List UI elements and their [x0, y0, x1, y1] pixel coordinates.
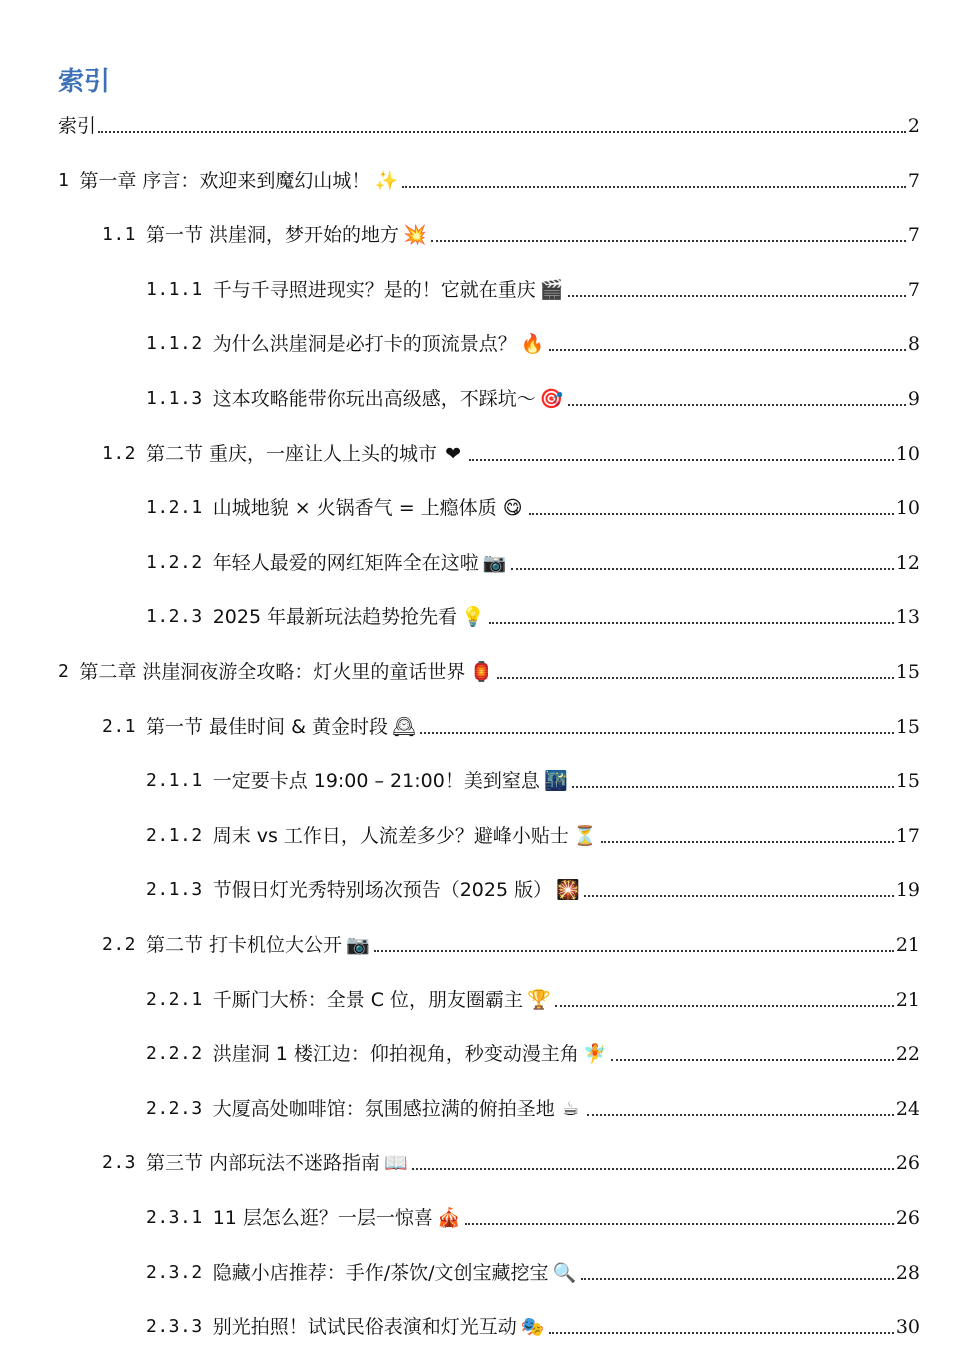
toc-entry-number: 1.1.1	[146, 278, 203, 300]
toc-entry-number: 1.1.3	[146, 388, 203, 409]
toc-entry-page-number: 7	[907, 278, 920, 301]
toc-entry[interactable]	[146, 1309, 920, 1339]
toc-entry-title: 第一节 最佳时间 & 黄金时段	[146, 715, 388, 738]
toc-entry-title: 年轻人最爱的网红矩阵全在这啦	[212, 551, 479, 574]
toc-entry-title: 为什么洪崖洞是必打卡的顶流景点？	[212, 333, 517, 356]
dot-leader	[431, 239, 906, 242]
camera-icon: 📷	[346, 934, 370, 956]
toc-entry-page-number: 7	[907, 224, 920, 247]
toc-entry-page-number: 10	[895, 497, 920, 520]
toc-entry-title: 2025 年最新玩法趋势抢先看	[212, 606, 458, 629]
night-city-icon: 🌃	[543, 770, 568, 793]
mantel-clock-icon: 🕰	[391, 715, 417, 738]
clapperboard-icon: 🎬	[539, 278, 564, 301]
toc-entry-title: 山城地貌 × 火锅香气 = 上瘾体质	[212, 497, 497, 520]
toc-entry-page-number: 15	[895, 661, 920, 683]
toc-entry-page-number: 17	[895, 824, 920, 847]
dot-leader	[374, 949, 894, 952]
dot-leader	[402, 185, 906, 188]
dot-leader	[497, 676, 893, 679]
toc-entry-title: 隐藏小店推荐：手作/茶饮/文创宝藏挖宝	[212, 1261, 549, 1284]
toc-entry[interactable]	[102, 1145, 920, 1175]
toc-entry[interactable]	[146, 381, 920, 411]
circus-tent-icon: 🎪	[437, 1207, 461, 1229]
dot-leader	[469, 458, 894, 461]
toc-entry-title: 一定要卡点 19:00 – 21:00！美到窒息	[212, 770, 540, 793]
toc-entry[interactable]	[146, 272, 920, 302]
toc-entry-title: 第二章 洪崖洞夜游全攻略：灯火里的童话世界	[79, 661, 466, 683]
toc-entry-number: 2.1.3	[146, 879, 203, 901]
hourglass-icon: ⏳	[573, 824, 597, 847]
toc-entry-number: 1.2.3	[146, 606, 203, 628]
toc-entry-title: 第二节 重庆，一座让人上头的城市	[146, 442, 438, 465]
fairy-icon: 🧚	[583, 1043, 607, 1066]
toc-entry-page-number: 15	[895, 770, 920, 793]
toc-entry-number: 2.1.1	[146, 770, 203, 792]
toc-entry-page-number: 13	[895, 606, 920, 629]
dot-leader	[549, 1331, 894, 1334]
target-icon: 🎯	[539, 388, 564, 410]
toc-entry[interactable]	[146, 326, 920, 356]
toc-entry[interactable]	[146, 872, 920, 902]
toc-entry[interactable]	[58, 108, 920, 138]
toc-entry-title: 第三节 内部玩法不迷路指南	[146, 1152, 381, 1175]
toc-entry[interactable]	[102, 217, 920, 247]
dot-leader	[568, 403, 906, 406]
dot-leader	[601, 840, 894, 843]
toc-entry-page-number: 9	[907, 388, 920, 410]
toc-entry-number: 1.1	[102, 224, 137, 246]
toc-entry[interactable]	[146, 763, 920, 793]
toc-entry-number: 1	[58, 169, 70, 191]
dot-leader	[611, 1058, 894, 1061]
camera-icon: 📷	[482, 551, 507, 574]
dot-leader	[572, 785, 894, 788]
dot-leader	[98, 130, 906, 133]
toc-entry-title: 11 层怎么逛？一层一惊喜	[212, 1207, 433, 1229]
toc-entry[interactable]	[146, 818, 920, 848]
toc-entry[interactable]	[58, 163, 920, 193]
toc-entry-page-number: 28	[895, 1261, 920, 1284]
toc-entry-title: 第二节 打卡机位大公开	[146, 934, 343, 956]
toc-entry[interactable]	[146, 545, 920, 575]
toc-entry-title: 千与千寻照进现实？是的！它就在重庆	[212, 278, 536, 301]
magnifier-icon: 🔍	[552, 1261, 577, 1284]
dot-leader	[587, 1113, 894, 1116]
toc-entry[interactable]	[146, 599, 920, 629]
fire-icon: 🔥	[520, 333, 545, 356]
toc-entry-title: 大厦高处咖啡馆：氛围感拉满的俯拍圣地	[212, 1097, 555, 1120]
toc-entry-page-number: 10	[895, 442, 920, 465]
toc-entry-title: 周末 vs 工作日，人流差多少？避峰小贴士	[212, 824, 569, 847]
toc-entry-number: 1.2	[102, 442, 137, 464]
toc-entry-number: 2.3.3	[146, 1316, 203, 1338]
coffee-icon: ☕	[562, 1097, 580, 1120]
toc-entry-page-number: 21	[895, 988, 920, 1011]
dot-leader	[549, 348, 906, 351]
toc-entry-title: 洪崖洞 1 楼江边：仰拍视角，秒变动漫主角	[212, 1043, 579, 1066]
toc-entry[interactable]	[102, 436, 920, 466]
dot-leader	[511, 567, 894, 570]
toc-entry-number: 2.2	[102, 934, 137, 955]
toc-entry-title: 这本攻略能带你玩出高级感，不踩坑～	[212, 388, 536, 410]
toc-entry-page-number: 22	[895, 1043, 920, 1066]
toc-entry-number: 2.3	[102, 1152, 137, 1174]
toc-entry-number: 1.2.1	[146, 497, 203, 519]
theater-masks-icon: 🎭	[520, 1316, 545, 1339]
toc-entry-number: 2.1.2	[146, 824, 203, 846]
sparkler-icon: 🎇	[556, 879, 580, 902]
dot-leader	[412, 1167, 894, 1170]
toc-entry-number: 1.2.2	[146, 551, 203, 573]
toc-entry-page-number: 19	[895, 879, 920, 902]
toc-entry-page-number: 7	[907, 169, 920, 192]
dot-leader	[584, 894, 894, 897]
heart-icon: ❤	[445, 442, 462, 465]
dot-leader	[555, 1004, 894, 1007]
toc-entry-page-number: 2	[907, 115, 920, 137]
toc-heading: 索引	[58, 67, 111, 97]
toc-entry-page-number: 15	[895, 715, 920, 738]
toc-entry-number: 1.1.2	[146, 333, 203, 355]
lightbulb-icon: 💡	[461, 606, 485, 629]
toc-entry-number: 2.2.2	[146, 1043, 203, 1065]
toc-entry[interactable]	[146, 982, 920, 1012]
toc-entry-number: 2.1	[102, 715, 137, 737]
dot-leader	[581, 1277, 894, 1280]
dot-leader	[465, 1222, 894, 1225]
toc-entry-number: 2.2.3	[146, 1097, 203, 1119]
dot-leader	[568, 294, 906, 297]
toc-entry-page-number: 26	[895, 1152, 920, 1175]
sparkles-icon: ✨	[374, 169, 399, 192]
toc-entry-number: 2.3.2	[146, 1261, 203, 1283]
toc-entry[interactable]	[146, 1036, 920, 1066]
toc-entry-page-number: 26	[895, 1207, 920, 1229]
trophy-icon: 🏆	[527, 988, 551, 1011]
toc-entry[interactable]	[102, 927, 920, 957]
toc-entry-title: 第一节 洪崖洞，梦开始的地方	[146, 224, 400, 247]
toc-entry-number: 2.2.1	[146, 988, 203, 1010]
yummy-face-icon: 😋	[502, 497, 523, 520]
dot-leader	[420, 731, 894, 734]
toc-entry-title: 千厮门大桥：全景 C 位，朋友圈霸主	[212, 988, 524, 1011]
toc-entry-page-number: 24	[895, 1097, 920, 1120]
toc-entry[interactable]	[102, 709, 920, 739]
toc-entry-title: 节假日灯光秀特别场次预告（2025 版）	[212, 879, 553, 902]
toc-entry-number: 2	[58, 661, 70, 682]
dot-leader	[489, 621, 894, 624]
toc-entry[interactable]	[58, 654, 920, 684]
toc-entry-page-number: 30	[895, 1316, 920, 1339]
lantern-icon: 🏮	[469, 661, 494, 683]
toc-entry-title: 别光拍照！试试民俗表演和灯光互动	[212, 1316, 517, 1339]
toc-entry-title: 索引	[58, 115, 97, 137]
toc-entry-number: 2.3.1	[146, 1207, 203, 1228]
book-icon: 📖	[384, 1152, 408, 1175]
dot-leader	[529, 512, 894, 515]
toc-entry[interactable]	[146, 1200, 920, 1230]
starburst-icon: 💥	[403, 224, 427, 247]
toc-entry-page-number: 12	[895, 551, 920, 574]
toc-entry-title: 第一章 序言：欢迎来到魔幻山城！	[79, 169, 371, 192]
toc-entry-page-number: 8	[907, 333, 920, 356]
toc-entry-page-number: 21	[895, 934, 920, 956]
toc-entry[interactable]	[146, 490, 920, 520]
toc-entry[interactable]	[146, 1255, 920, 1285]
toc-entry[interactable]	[146, 1091, 920, 1121]
